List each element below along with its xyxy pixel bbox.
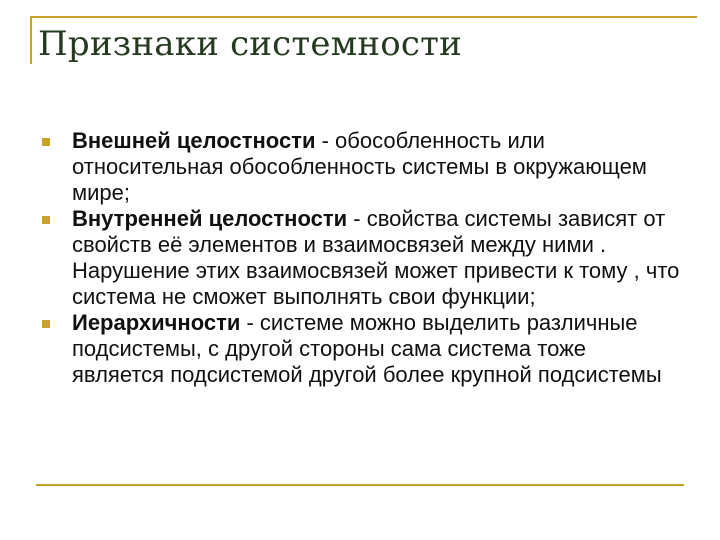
square-bullet-icon xyxy=(42,138,50,146)
bullet-item-hierarchy xyxy=(42,310,682,388)
slide-title: Признаки системности xyxy=(38,24,463,64)
bullet-term: Внешней целостности xyxy=(72,128,316,153)
bullet-term: Иерархичности xyxy=(72,310,241,335)
top-frame-line xyxy=(30,16,697,18)
bullet-item-external-integrity xyxy=(42,128,682,206)
bullet-text: - системе можно выделить различные подсистемы, с другой стороны сама система тоже является подсистемой другой более крупной подсистемы xyxy=(72,310,662,387)
left-frame-line xyxy=(30,16,32,64)
bullet-term: Внутренней целостности xyxy=(72,206,348,231)
square-bullet-icon xyxy=(42,216,50,224)
bullet-text: - обособленность или относительная обособленность системы в окружающем мире; xyxy=(72,128,647,205)
bottom-frame-line xyxy=(36,484,684,486)
bullet-list xyxy=(42,128,682,388)
bullet-item-internal-integrity xyxy=(42,206,682,310)
square-bullet-icon xyxy=(42,320,50,328)
bullet-text: - свойства системы зависят от свойств её элементов и взаимосвязей между ними . Нарушение этих взаимосвязей может привести к тому , что система не сможет выполнять свои функции; xyxy=(72,206,680,309)
